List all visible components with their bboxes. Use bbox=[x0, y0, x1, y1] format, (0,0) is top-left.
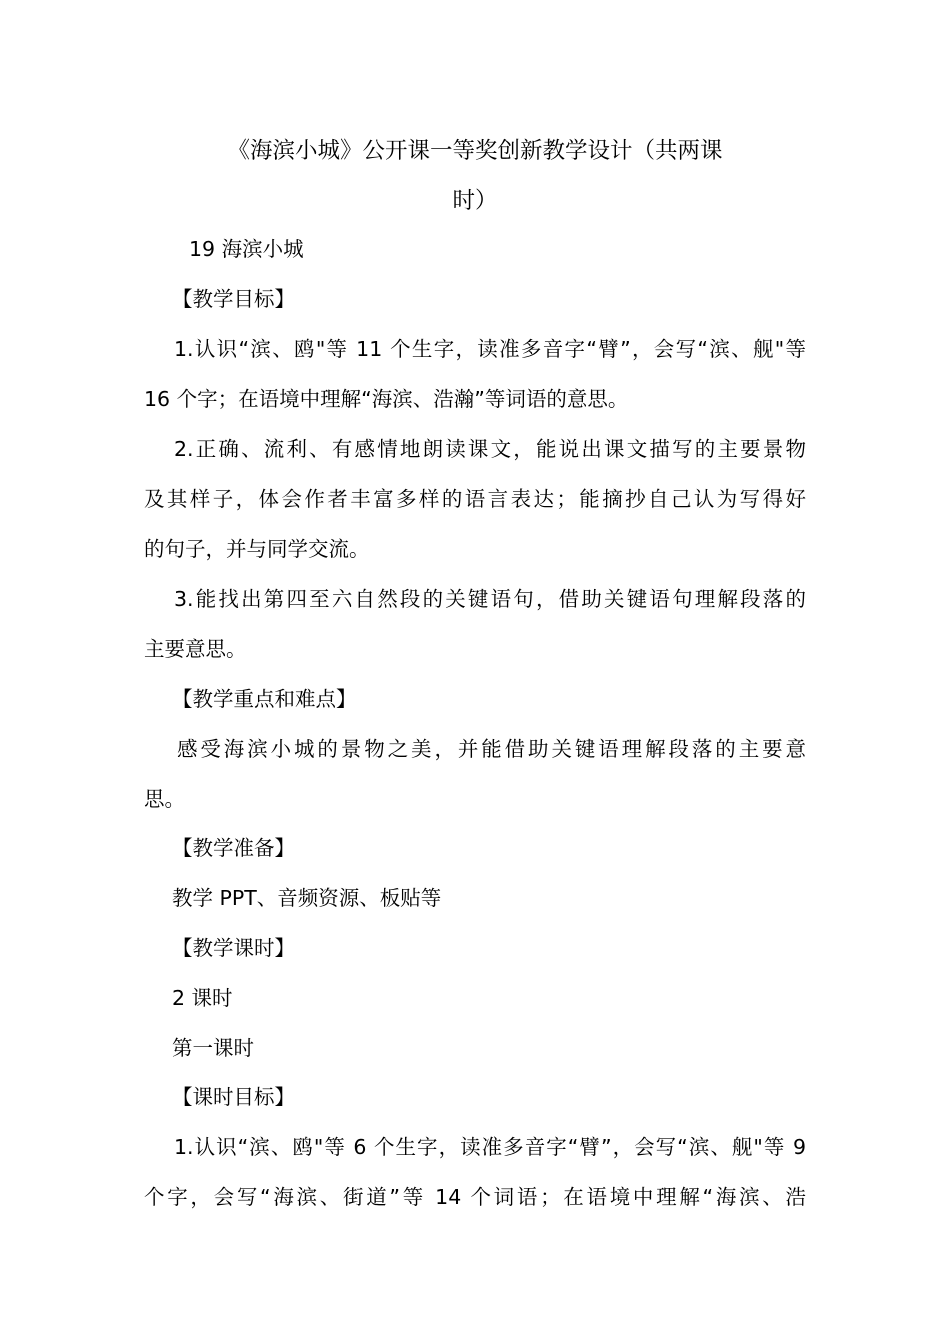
document-title-line-2: 时） bbox=[452, 188, 498, 214]
goals-heading: 【教学目标】 bbox=[172, 287, 295, 311]
goal-2-line-1: 2.正确、流利、有感情地朗读课文，能说出课文描写的主要景物 bbox=[174, 437, 806, 461]
keypoints-line-2: 思。 bbox=[144, 787, 185, 811]
keypoints-heading: 【教学重点和难点】 bbox=[172, 687, 357, 711]
hours-heading: 【教学课时】 bbox=[172, 936, 295, 960]
lesson-goal-1-line-1: 1.认识“滨、鸥"等 6 个生字，读准多音字“臂”，会写“滨、舰"等 9 bbox=[174, 1135, 806, 1159]
first-lesson-label: 第一课时 bbox=[172, 1036, 254, 1060]
prep-text: 教学 PPT、音频资源、板贴等 bbox=[172, 886, 442, 910]
prep-heading: 【教学准备】 bbox=[172, 836, 295, 860]
goal-1-line-2: 16 个字；在语境中理解“海滨、浩瀚”等词语的意思。 bbox=[144, 387, 629, 411]
lesson-goals-heading: 【课时目标】 bbox=[172, 1085, 295, 1109]
goal-1-line-1: 1.认识“滨、鸥"等 11 个生字，读准多音字“臂”，会写“滨、舰"等 bbox=[174, 337, 806, 361]
goal-3-line-1: 3.能找出第四至六自然段的关键语句，借助关键语句理解段落的 bbox=[174, 587, 806, 611]
lesson-goal-1-line-2: 个字，会写“海滨、街道”等 14 个词语；在语境中理解“海滨、浩 bbox=[144, 1185, 806, 1209]
goal-3-line-2: 主要意思。 bbox=[144, 637, 247, 661]
keypoints-line-1: 感受海滨小城的景物之美，并能借助关键语理解段落的主要意 bbox=[177, 737, 806, 761]
document-title-line-1: 《海滨小城》公开课一等奖创新教学设计（共两课 bbox=[227, 138, 723, 164]
goal-2-line-3: 的句子，并与同学交流。 bbox=[144, 537, 370, 561]
lesson-heading: 19 海滨小城 bbox=[189, 237, 304, 261]
hours-text: 2 课时 bbox=[172, 986, 233, 1010]
goal-2-line-2: 及其样子，体会作者丰富多样的语言表达；能摘抄自己认为写得好 bbox=[144, 487, 806, 511]
